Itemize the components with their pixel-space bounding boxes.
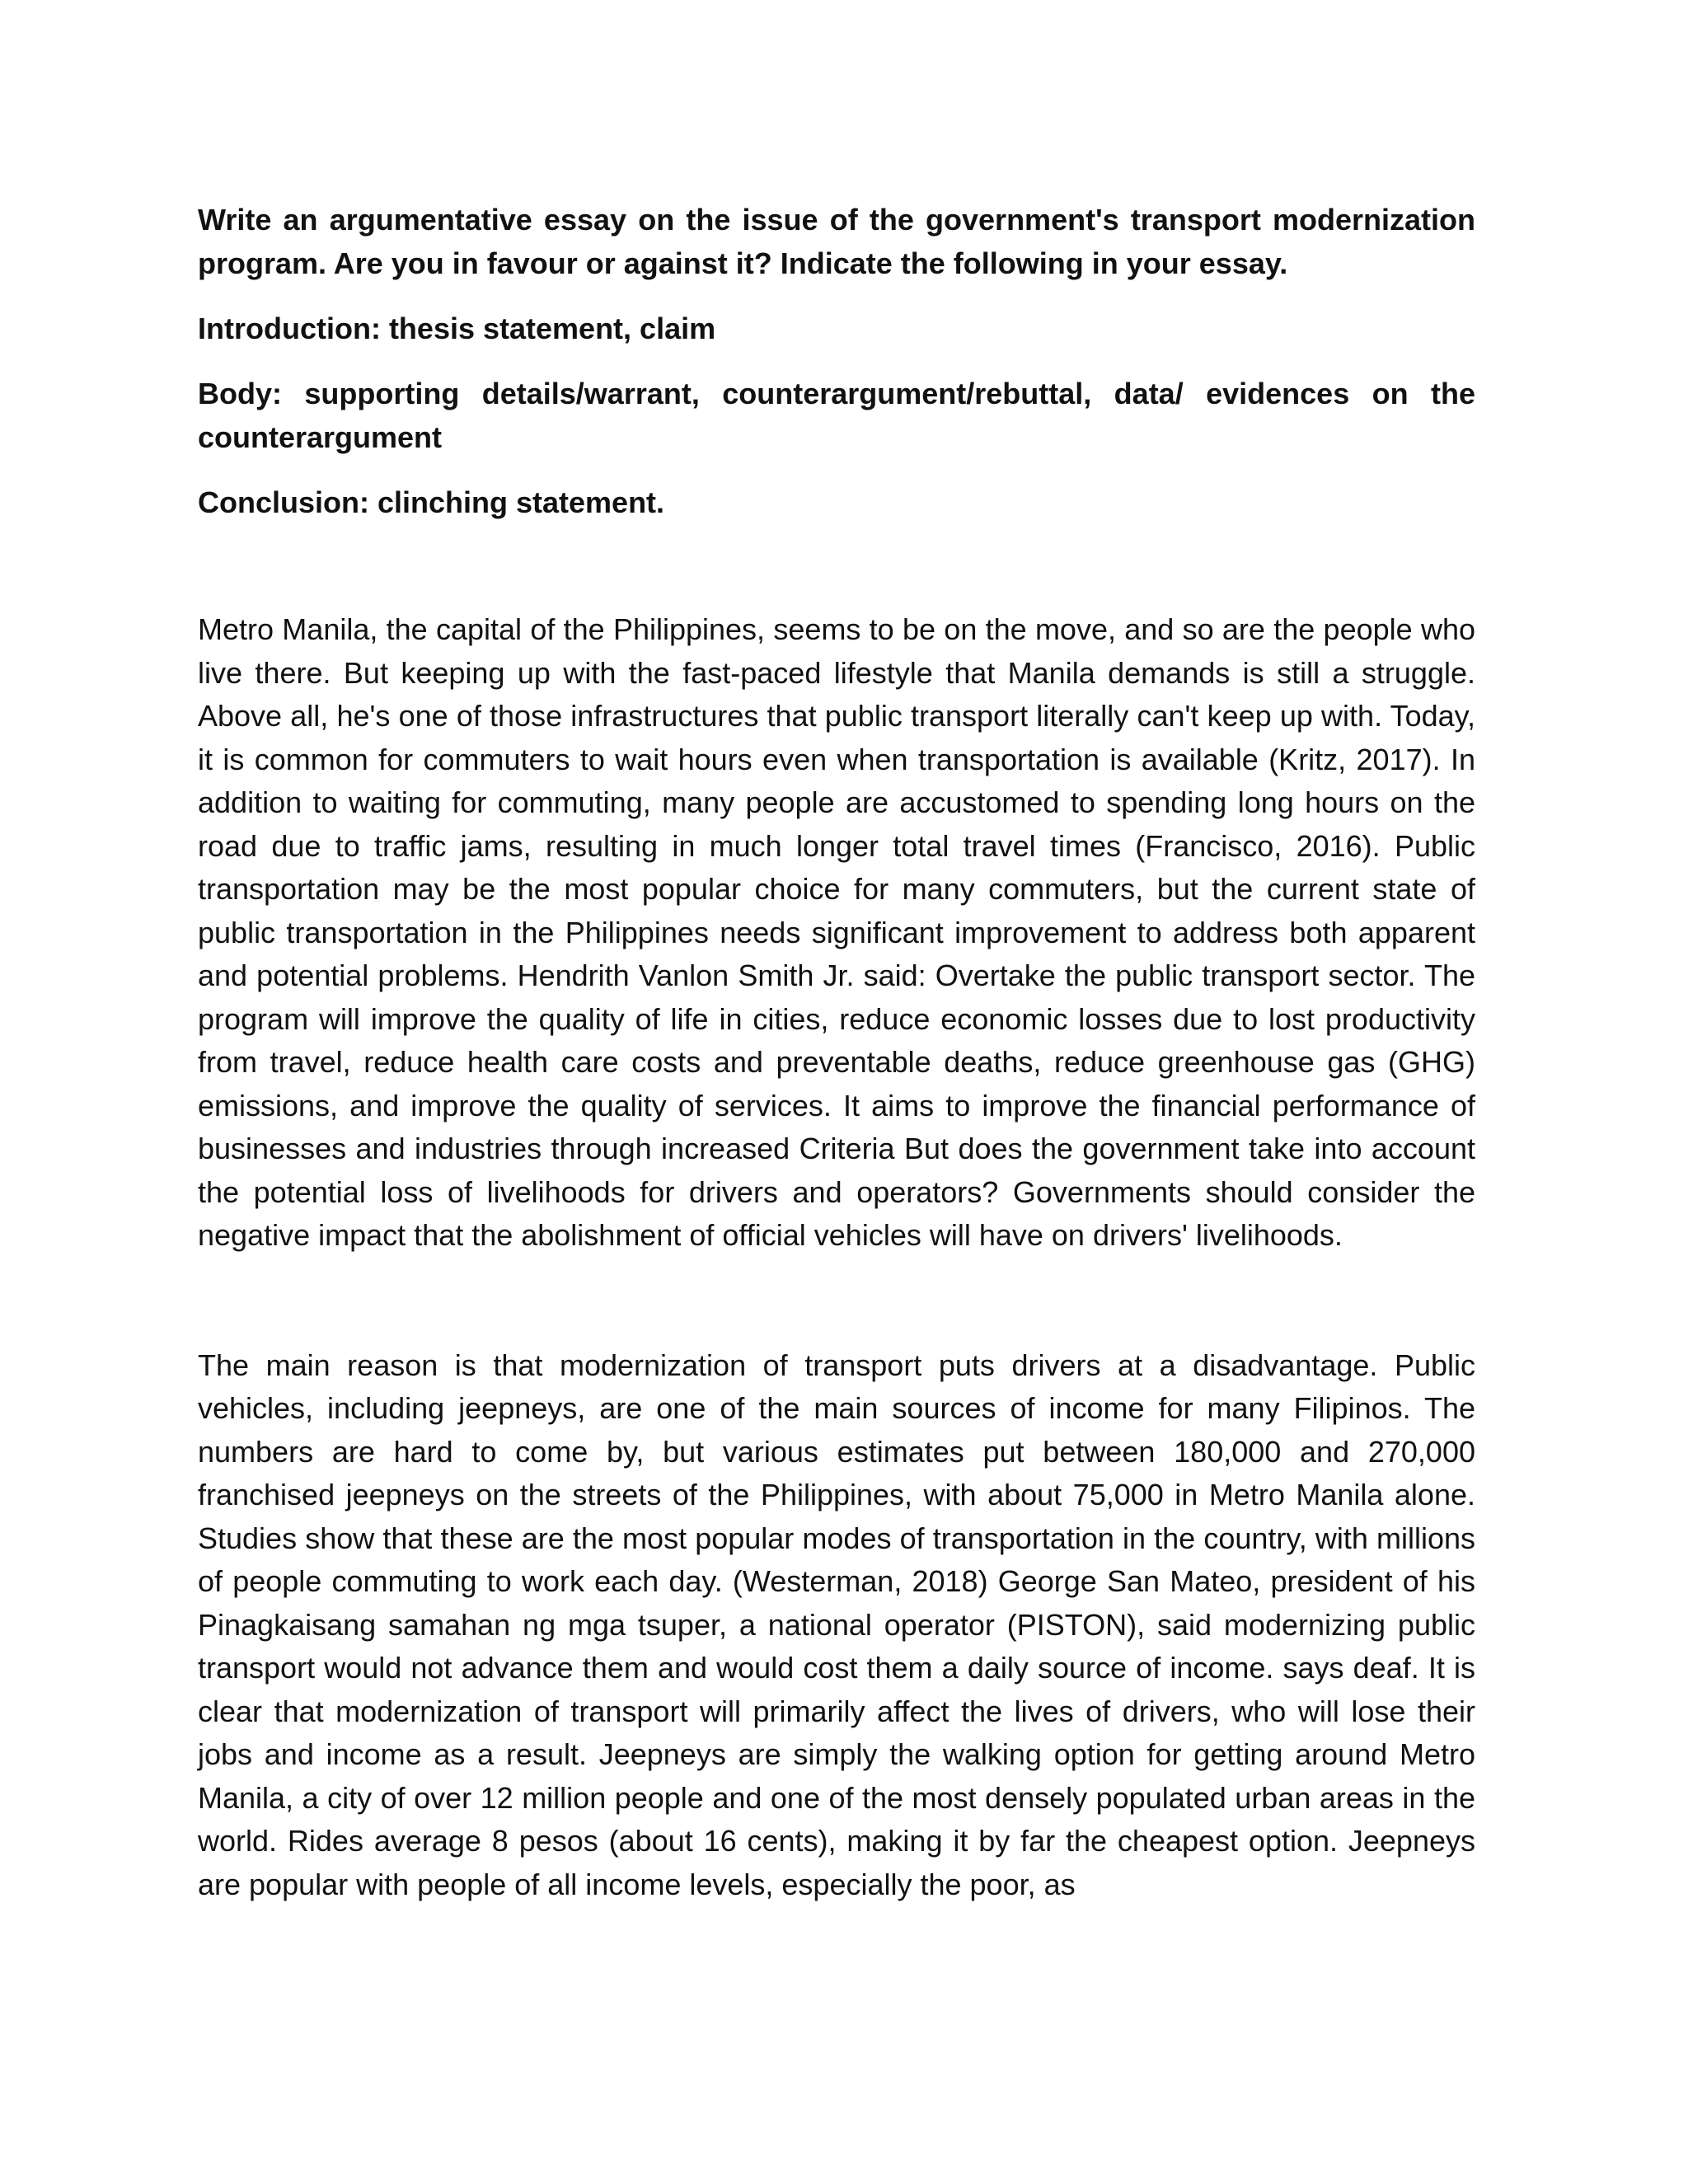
essay-paragraph-2: The main reason is that modernization of transport puts drivers at a disadvantage. Public vehicles, including jeepneys, are one of the main sources of income for many Filipinos. The numbers are hard to come by, but various estimates put between 180,000 and 270,000 franchised jeepneys on the streets of the Philippines, with about 75,000 in Metro Manila alone. Studies show that these are the most popular modes of transportation in the country, with millions of people commuting to work each day. (Westerman, 2018) George San Mateo, president of his Pinagkaisang samahan ng mga tsuper, a national operator (PISTON), said modernizing public transport would not advance them and would cost them a daily source of income. says deaf. It is clear that modernization of transport will primarily affect the lives of drivers, who will lose their jobs and income as a result. Jeepneys are simply the walking option for getting around Metro Manila, a city of over 12 million people and one of the most densely populated urban areas in the world. Rides average 8 pesos (about 16 cents), making it by far the cheapest option. Jeepneys are popular with people of all income levels, especially the poor, as [198,1347,1475,1901]
body-requirement: Body: supporting details/warrant, counterargument/rebuttal, data/ evidences on the counterargument [198,377,1475,454]
essay-paragraph-1: Metro Manila, the capital of the Philippines, seems to be on the move, and so are the people who live there. But keeping up with the fast-paced lifestyle that Manila demands is still a struggle. Above all, he's one of those infrastructures that public transport literally can't keep up with. Today, it is common for commuters to wait hours even when transportation is available (Kritz, 2017). In addition to waiting for commuting, many people are accustomed to spending long hours on the road due to traffic jams, resulting in much longer total travel times (Francisco, 2016). Public transportation may be the most popular choice for many commuters, but the current state of public transportation in the Philippines needs significant improvement to address both apparent and potential problems. Hendrith Vanlon Smith Jr. said: Overtake the public transport sector. The program will improve the quality of life in cities, reduce economic losses due to lost productivity from travel, reduce health care costs and preventable deaths, reduce greenhouse gas (GHG) emissions, and improve the quality of services. It aims to improve the financial performance of businesses and industries through increased Criteria But does the government take into account the potential loss of livelihoods for drivers and operators? Governments should consider the negative impact that the abolishment of official vehicles will have on drivers' livelihoods. [198,612,1475,1252]
introduction-requirement: Introduction: thesis statement, claim [198,312,716,345]
essay-body [198,608,1475,1906]
document-page [198,198,1475,1906]
conclusion-requirement: Conclusion: clinching statement. [198,485,665,519]
essay-prompt: Write an argumentative essay on the issue of the government's transport modernization program. Are you in favour or against it? Indicate the following in your essay. [198,203,1475,280]
